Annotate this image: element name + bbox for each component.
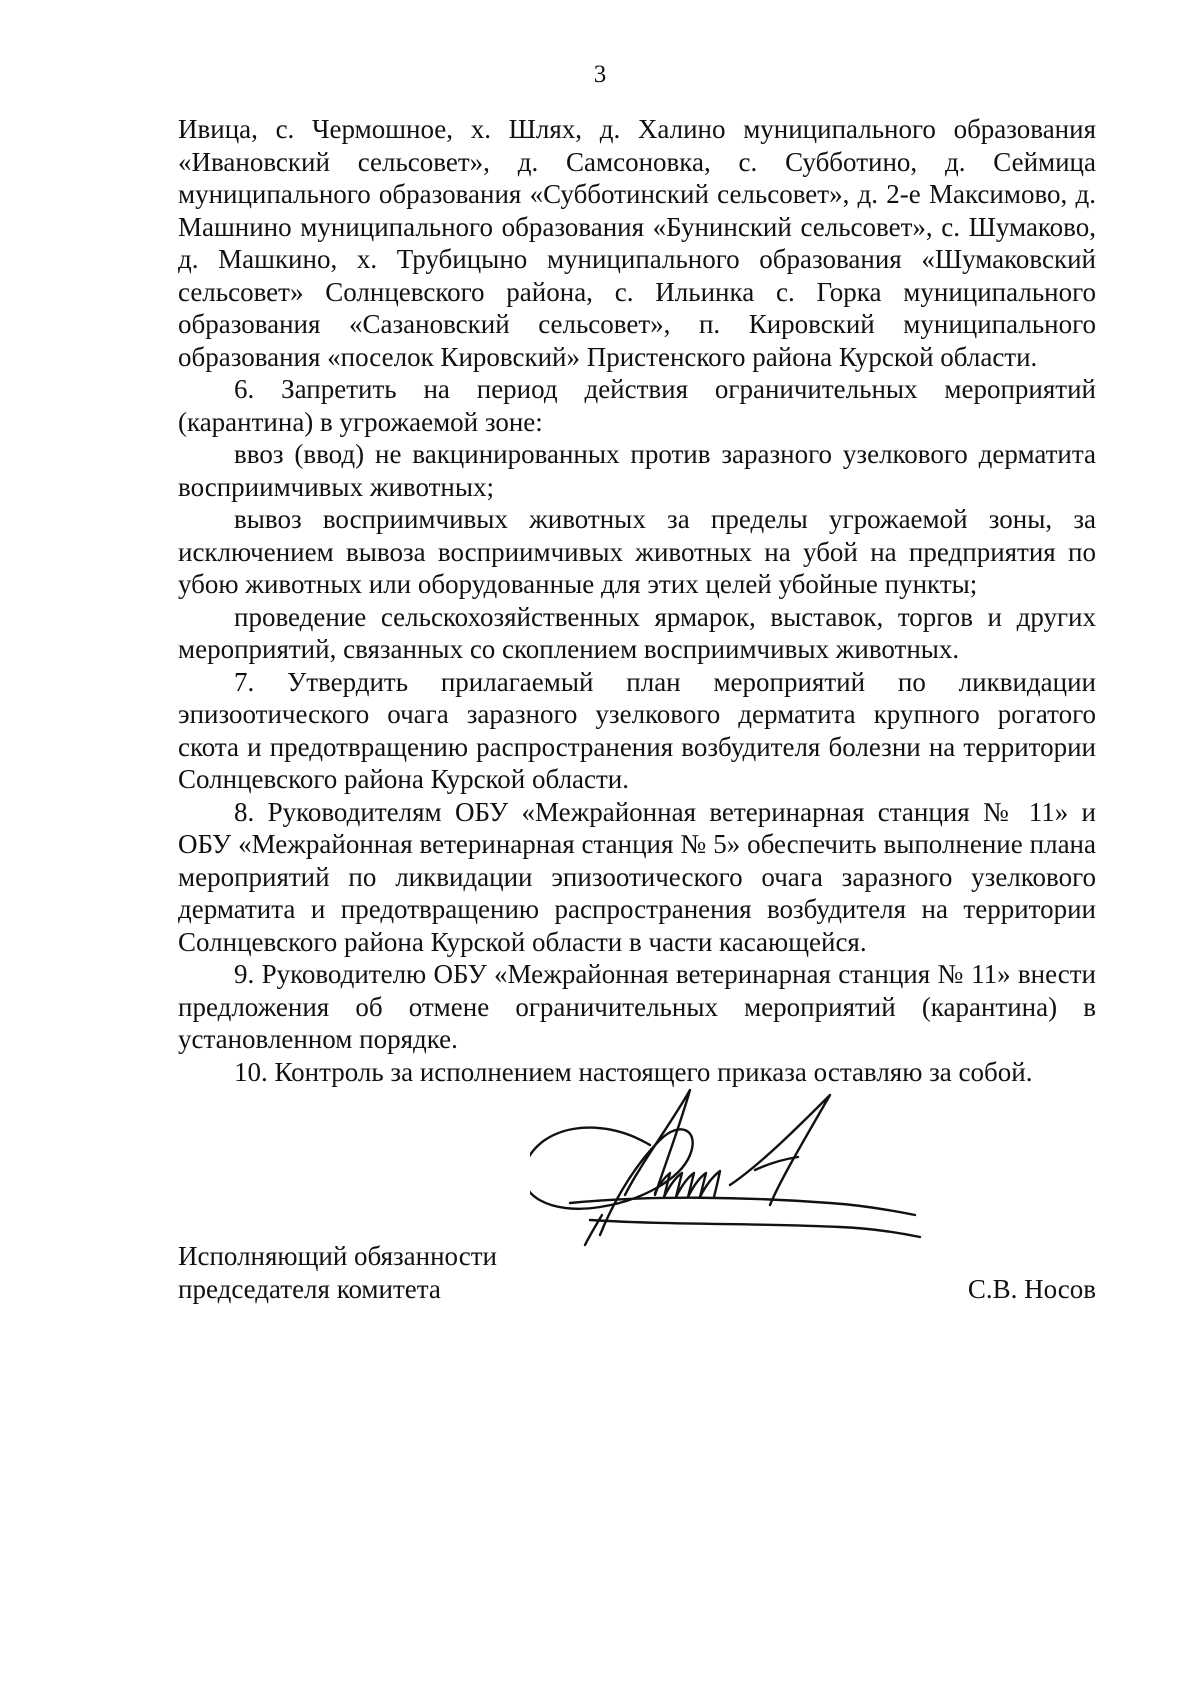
paragraph-item-8: 8. Руководителям ОБУ «Межрайонная ветеринарная станция № 11» и ОБУ «Межрайонная ветеринарная станция № 5» обеспечить выполнение плана мероприятий по ликвидации эпизоотического очага заразного узелкового дерматита и предотвращению распространения возбудителя на территории Солнцевского района Курской области в части касающейся. (178, 796, 1096, 957)
paragraph-ban-export: вывоз восприимчивых животных за пределы угрожаемой зоны, за исключением вывоза восприимчивых животных на убой на предприятия по убою животных или оборудованные для этих целей убойные пункты; (178, 504, 1096, 599)
handwritten-signature (530, 1085, 950, 1255)
signer-title-line-2: председателя комитета (178, 1274, 441, 1304)
paragraph-item-10: 10. Контроль за исполнением настоящего приказа оставляю за собой. (234, 1056, 1033, 1087)
paragraph-item-7: 7. Утвердить прилагаемый план мероприятий по ликвидации эпизоотического очага заразного узелкового дерматита крупного рогатого скота и предотвращению распространения возбудителя болезни на территории Солнцевского района Курской области. (178, 666, 1096, 794)
paragraph-item-6: 6. Запретить на период действия ограничительных мероприятий (карантина) в угрожаемой зоне: (178, 374, 1096, 437)
signer-title-line-1: Исполняющий обязанности (178, 1241, 497, 1271)
paragraph-ban-import: ввоз (ввод) не вакцинированных против заразного узелкового дерматита восприимчивых животных; (178, 439, 1096, 502)
page-number: 3 (593, 61, 607, 88)
signature-block (0, 1085, 1200, 1345)
document-body (178, 113, 1096, 1088)
paragraph-settlements-list: Ивица, с. Чермошное, х. Шлях, д. Халино муниципального образования «Ивановский сельсовет», д. Самсоновка, с. Субботино, д. Сеймица муниципального образования «Субботинский сельсовет», д. 2-е Максимово, д. Машнино муниципального образования «Бунинский сельсовет», с. Шумаково, д. Машкино, х. Трубицыно муниципального образования «Шумаковский сельсовет» Солнцевского района, с. Ильинка с. Горка муниципального образования «Сазановский сельсовет», п. Кировский муниципального образования «поселок Кировский» Пристенского района Курской области. (178, 114, 1096, 372)
signer-title (178, 1240, 538, 1306)
paragraph-item-9: 9. Руководителю ОБУ «Межрайонная ветеринарная станция № 11» внести предложения об отмене ограничительных мероприятий (карантина) в установленном порядке. (178, 959, 1096, 1054)
paragraph-ban-fairs: проведение сельскохозяйственных ярмарок, выставок, торгов и других мероприятий, связанных со скоплением восприимчивых животных. (178, 601, 1096, 664)
signer-name: С.В. Носов (967, 1274, 1096, 1304)
